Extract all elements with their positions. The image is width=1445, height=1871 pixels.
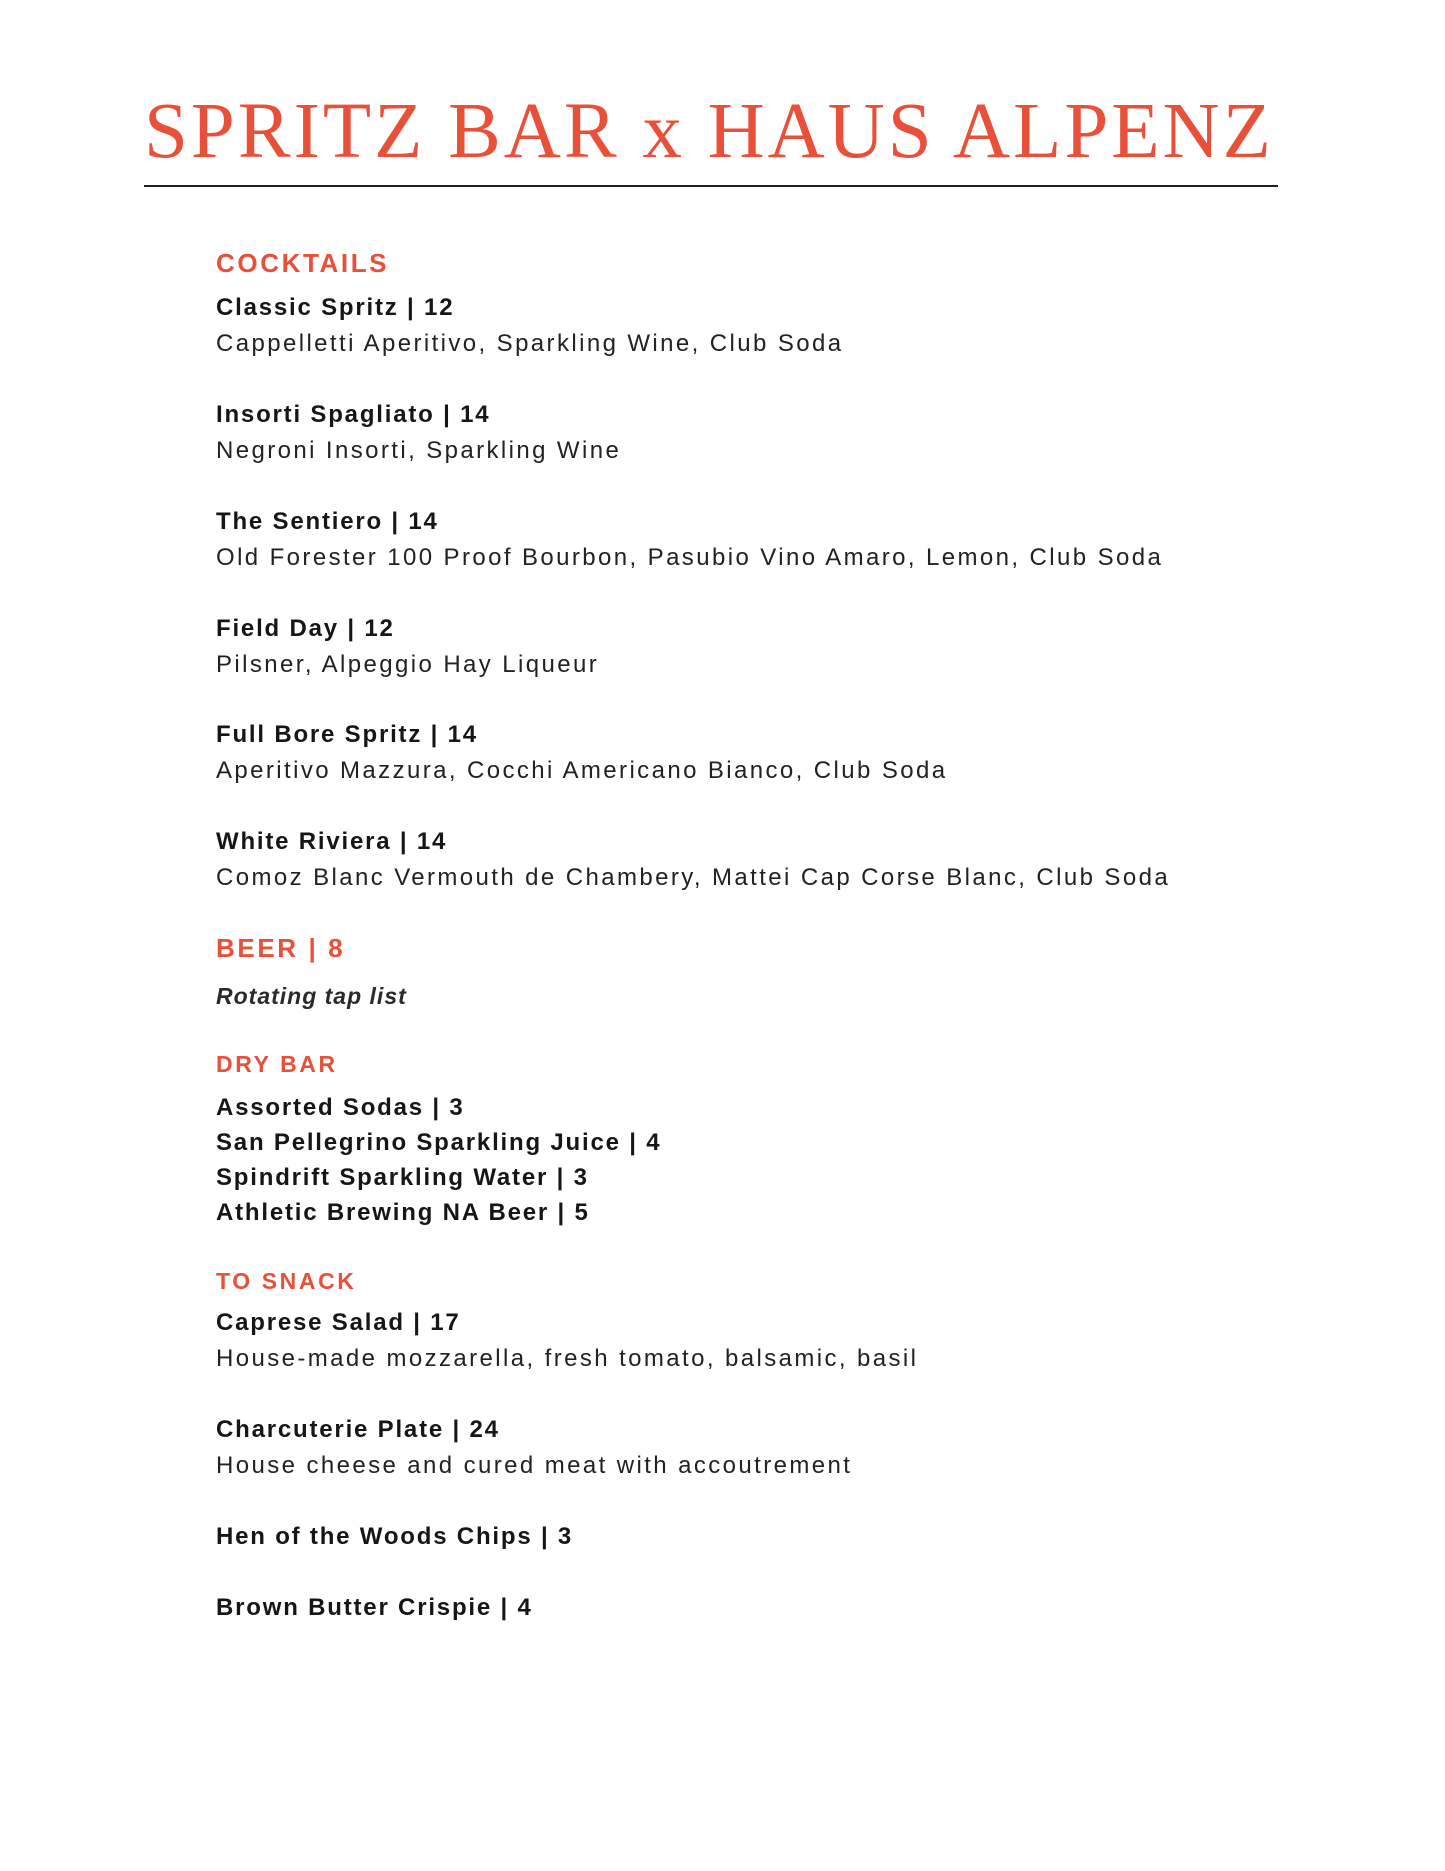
menu-item-name: Assorted Sodas | 3 [216,1094,465,1121]
section-heading-beer: BEER | 8 [216,933,346,963]
section-heading-dry-bar: DRY BAR [216,1051,338,1077]
menu-item-name: Full Bore Spritz | 14 [216,721,478,748]
section-heading-to-snack: TO SNACK [216,1268,357,1294]
menu-item-name: Brown Butter Crispie | 4 [216,1594,533,1621]
title-divider [144,185,1278,187]
menu-item-name: Athletic Brewing NA Beer | 5 [216,1199,590,1226]
menu-item-name: Charcuterie Plate | 24 [216,1416,500,1443]
menu-item-name: The Sentiero | 14 [216,508,439,535]
menu-item-description: Pilsner, Alpeggio Hay Liqueur [216,651,600,678]
menu-item-description: House cheese and cured meat with accoutrement [216,1452,853,1479]
menu-item-name: Classic Spritz | 12 [216,294,455,321]
menu-item-name: Spindrift Sparkling Water | 3 [216,1164,589,1191]
menu-item-name: Insorti Spagliato | 14 [216,401,491,428]
menu-item-name: Field Day | 12 [216,615,395,642]
menu-item-name: White Riviera | 14 [216,828,448,855]
menu-item-description: Cappelletti Aperitivo, Sparkling Wine, Club Soda [216,330,844,357]
menu-item-name: Caprese Salad | 17 [216,1309,461,1336]
menu-item-description: Comoz Blanc Vermouth de Chambery, Mattei Cap Corse Blanc, Club Soda [216,864,1171,891]
beer-note: Rotating tap list [216,983,407,1009]
menu-item-description: Aperitivo Mazzura, Cocchi Americano Bianco, Club Soda [216,757,948,784]
menu-item-description: Negroni Insorti, Sparkling Wine [216,437,622,464]
menu-title: SPRITZ BAR x HAUS ALPENZ [144,88,1274,175]
menu-item-name: Hen of the Woods Chips | 3 [216,1523,574,1550]
menu-item-description: House-made mozzarella, fresh tomato, balsamic, basil [216,1345,919,1372]
section-heading-cocktails: COCKTAILS [216,248,390,278]
menu-item-name: San Pellegrino Sparkling Juice | 4 [216,1129,662,1156]
menu-item-description: Old Forester 100 Proof Bourbon, Pasubio Vino Amaro, Lemon, Club Soda [216,544,1164,571]
